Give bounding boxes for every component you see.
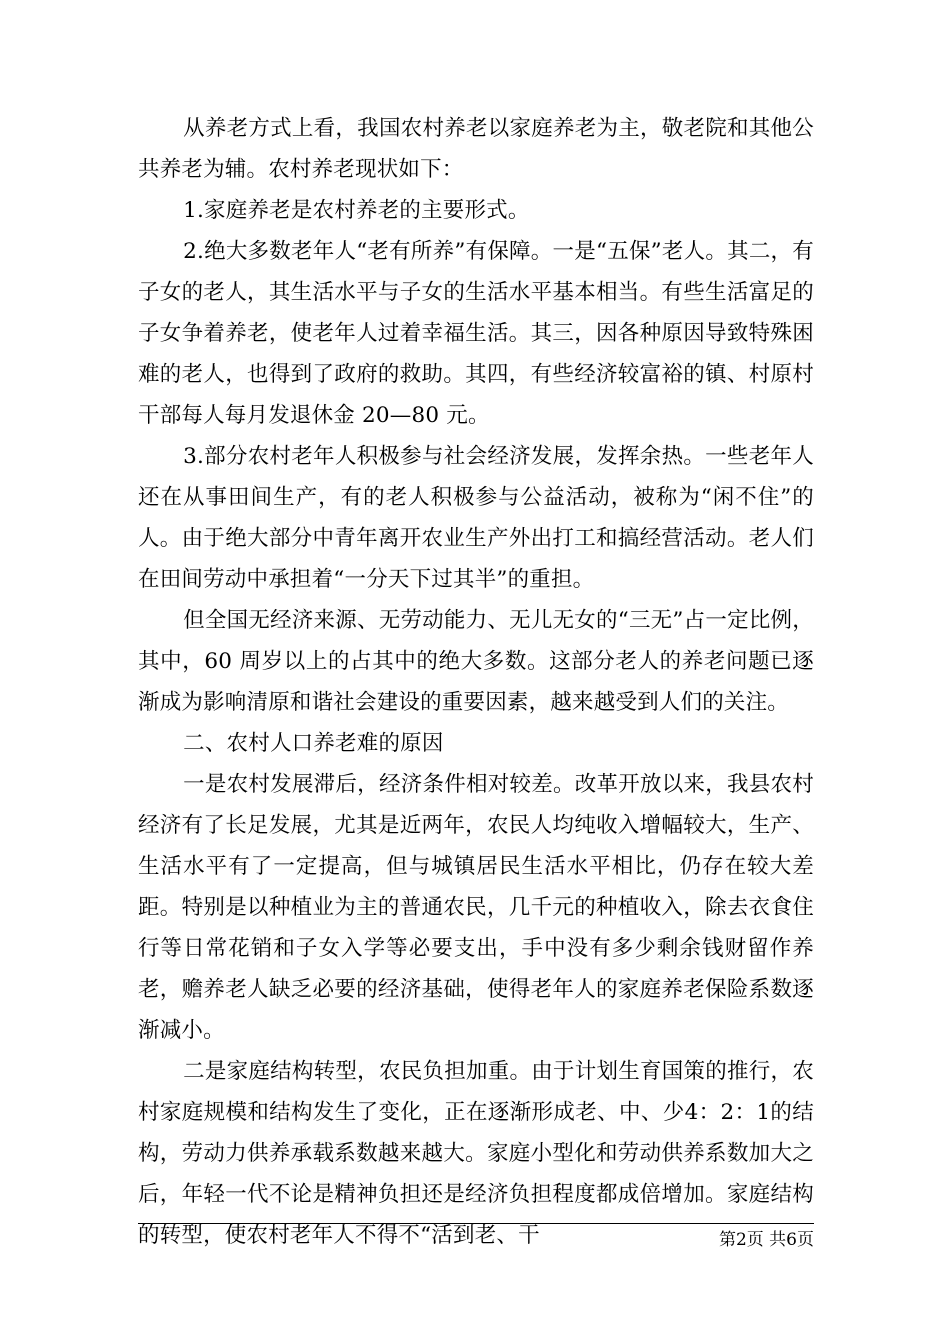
paragraph: 1.家庭养老是农村养老的主要形式。 (183, 198, 530, 223)
paragraph: 二是家庭结构转型，农民负担加重。由于计划生育国策的推行，农村家庭规模和结构发生了变化，正在逐渐形成老、中、少4：2：1的结构，劳动力供养承载系数越来越大。家庭小型化和劳动供养系数加大之后，年轻一代不论是精神负担还是经济负担程度都成倍增加。家庭结构的转型，使农村老年人不得不“活到老、干 (138, 1059, 814, 1248)
paragraph: 但全国无经济来源、无劳动能力、无儿无女的“三无”占一定比例，其中，60 周岁以上的占其中的绝大多数。这部分老人的养老问题已逐渐成为影响清原和谐社会建设的重要因素，越来越受到人们的关注。 (138, 608, 814, 715)
paragraph: 从养老方式上看，我国农村养老以家庭养老为主，敬老院和其他公共养老为辅。农村养老现状如下： (138, 116, 814, 182)
page-number: 第2页 共6页 (718, 1230, 814, 1250)
footer-divider (138, 1223, 814, 1224)
paragraph: 2.绝大多数老年人“老有所养”有保障。一是“五保”老人。其二，有子女的老人，其生活水平与子女的生活水平基本相当。有些生活富足的子女争着养老，使老年人过着幸福生活。其三，因各种原因导致特殊困难的老人，也得到了政府的救助。其四，有些经济较富裕的镇、村原村干部每人每月发退休金 20—80 元。 (138, 239, 814, 428)
paragraph: 3.部分农村老年人积极参与社会经济发展，发挥余热。一些老年人还在从事田间生产，有的老人积极参与公益活动，被称为“闲不住”的人。由于绝大部分中青年离开农业生产外出打工和搞经营活动。老人们在田间劳动中承担着“一分天下过其半”的重担。 (138, 444, 814, 592)
section-heading: 二、农村人口养老难的原因 (183, 731, 444, 756)
paragraph: 一是农村发展滞后，经济条件相对较差。改革开放以来，我县农村经济有了长足发展，尤其是近两年，农民人均纯收入增幅较大，生产、生活水平有了一定提高，但与城镇居民生活水平相比，仍存在较大差距。特别是以种植业为主的普通农民，几千元的种植收入，除去衣食住行等日常花销和子女入学等必要支出，手中没有多少剩余钱财留作养老，赡养老人缺乏必要的经济基础，使得老年人的家庭养老保险系数逐渐减小。 (138, 772, 814, 1043)
page-footer (138, 1223, 814, 1252)
document-body (138, 108, 814, 1256)
